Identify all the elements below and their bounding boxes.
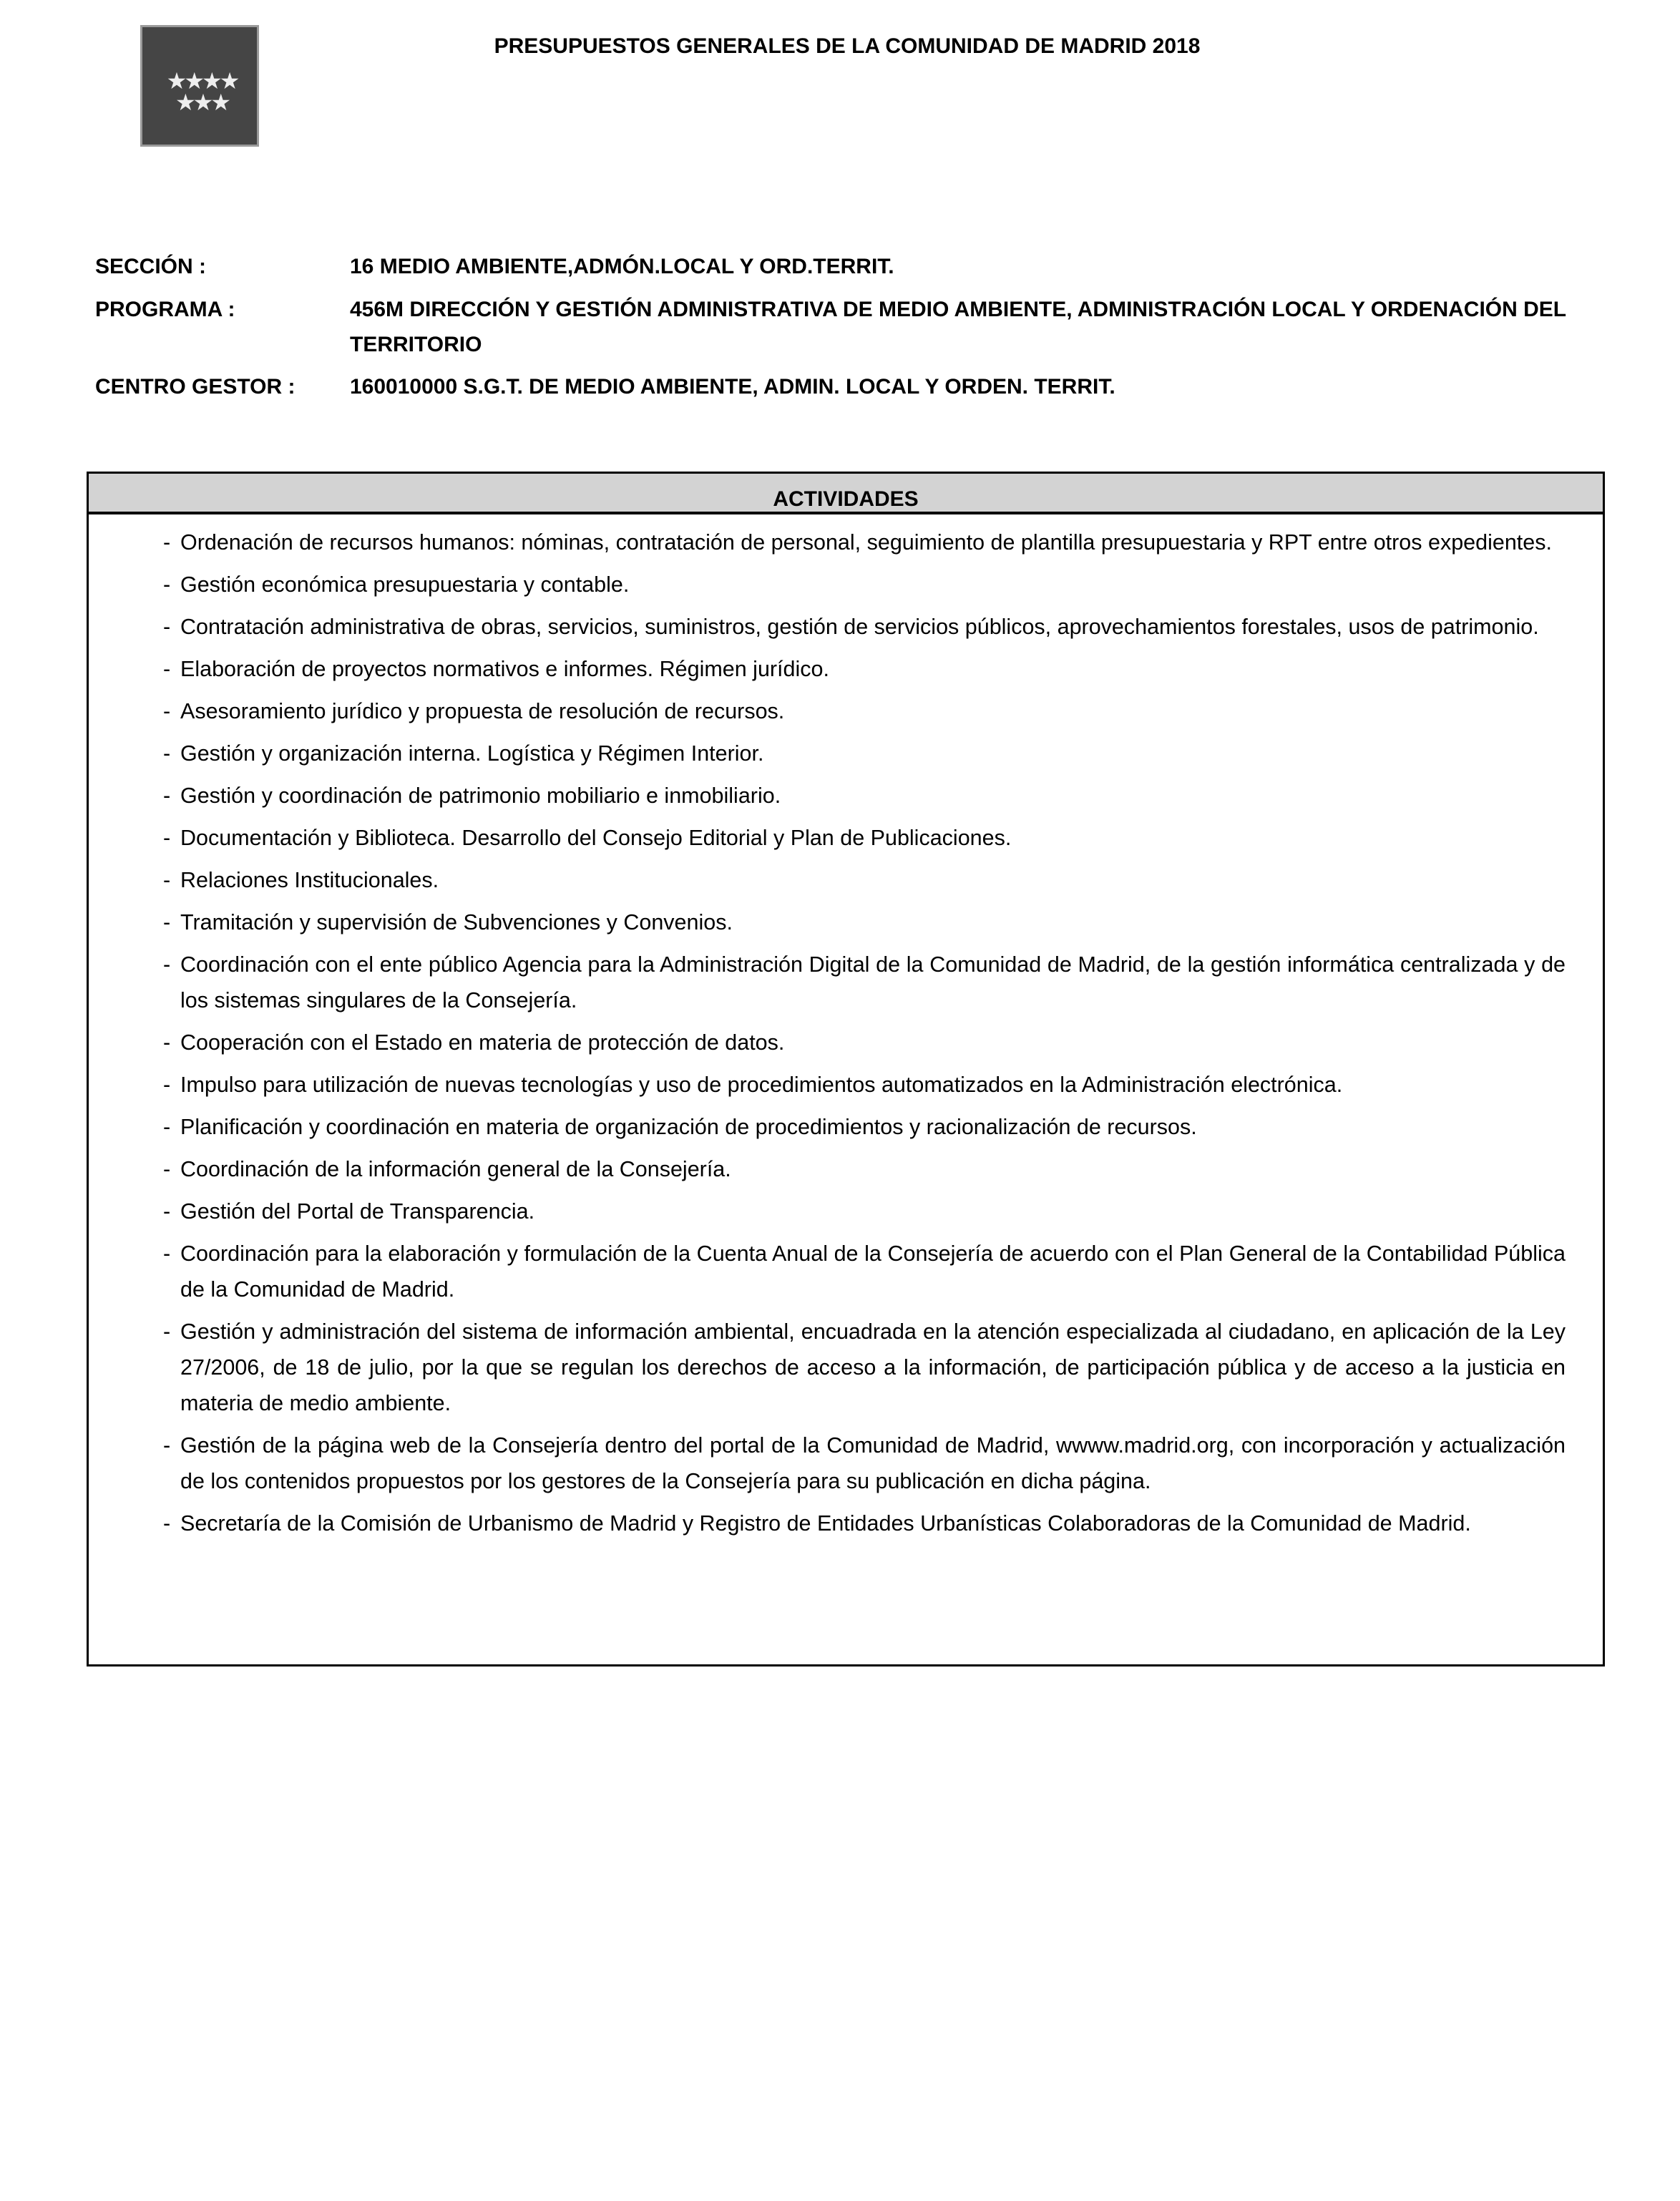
activity-text: Tramitación y supervisión de Subvenciones y Convenios. — [180, 910, 733, 934]
activity-item — [163, 609, 1566, 645]
bullet-dash: - — [163, 868, 171, 892]
activity-text: Planificación y coordinación en materia de organización de procedimientos y racionalización de recursos. — [180, 1115, 1197, 1139]
activity-text: Gestión de la página web de la Consejería dentro del portal de la Comunidad de Madrid, wwww.madrid.org, con incorporación y actualización de los contenidos propuestos por los gestores de la Consejería para su publicación en dicha página. — [180, 1433, 1566, 1493]
activity-item — [163, 820, 1566, 856]
activity-text: Gestión del Portal de Transparencia. — [180, 1199, 535, 1224]
stars-icon: ★★★★ ★★★ — [166, 68, 238, 115]
bullet-dash: - — [163, 572, 171, 597]
activity-text: Asesoramiento jurídico y propuesta de resolución de recursos. — [180, 699, 785, 723]
programa-label: PROGRAMA : — [95, 298, 235, 321]
activity-item — [163, 1151, 1566, 1187]
activity-item — [163, 567, 1566, 602]
activity-text: Gestión económica presupuestaria y contable. — [180, 572, 630, 597]
activity-text: Gestión y administración del sistema de información ambiental, encuadrada en la atención especializada al ciudadano, en aplicación de la Ley 27/2006, de 18 de julio, por la que se regulan los derechos de acceso a la información, de participación pública y de acceso a la justicia en materia de medio ambiente. — [180, 1319, 1566, 1415]
bullet-dash: - — [163, 1073, 171, 1097]
page-title: PRESUPUESTOS GENERALES DE LA COMUNIDAD DE MADRID 2018 — [494, 34, 1201, 58]
activity-item — [163, 862, 1566, 898]
activity-item — [163, 736, 1566, 771]
bullet-dash: - — [163, 826, 171, 850]
bullet-dash: - — [163, 1511, 171, 1536]
bullet-dash: - — [163, 657, 171, 681]
activities-heading: ACTIVIDADES — [89, 474, 1603, 514]
centro-gestor-value: 160010000 S.G.T. DE MEDIO AMBIENTE, ADMIN. LOCAL Y ORDEN. TERRIT. — [350, 375, 1115, 399]
bullet-dash: - — [163, 1157, 171, 1181]
activity-item — [163, 1428, 1566, 1499]
bullet-dash: - — [163, 699, 171, 723]
activity-text: Coordinación para la elaboración y formulación de la Cuenta Anual de la Consejería de acuerdo con el Plan General de la Contabilidad Pública de la Comunidad de Madrid. — [180, 1241, 1566, 1302]
activity-text: Gestión y organización interna. Logística y Régimen Interior. — [180, 741, 764, 766]
activity-item — [163, 693, 1566, 729]
bullet-dash: - — [163, 741, 171, 766]
activity-item — [163, 1314, 1566, 1421]
seccion-label: SECCIÓN : — [95, 255, 207, 278]
activity-text: Elaboración de proyectos normativos e informes. Régimen jurídico. — [180, 657, 829, 681]
activity-item — [163, 904, 1566, 940]
activity-text: Impulso para utilización de nuevas tecnologías y uso de procedimientos automatizados en la Administración electrónica. — [180, 1073, 1343, 1097]
activity-text: Secretaría de la Comisión de Urbanismo de Madrid y Registro de Entidades Urbanísticas Colaboradoras de la Comunidad de Madrid. — [180, 1511, 1471, 1536]
activity-text: Cooperación con el Estado en materia de protección de datos. — [180, 1030, 785, 1055]
activity-item — [163, 1505, 1566, 1541]
activity-item — [163, 524, 1566, 560]
bullet-dash: - — [163, 952, 171, 977]
activity-item — [163, 1194, 1566, 1229]
bullet-dash: - — [163, 1433, 171, 1458]
bullet-dash: - — [163, 910, 171, 934]
activity-item — [163, 947, 1566, 1018]
activity-text: Coordinación con el ente público Agencia para la Administración Digital de la Comunidad de Madrid, de la gestión informática centralizada y de los sistemas singulares de la Consejería. — [180, 952, 1566, 1012]
bullet-dash: - — [163, 1115, 171, 1139]
activity-text: Coordinación de la información general de la Consejería. — [180, 1157, 731, 1181]
activity-text: Documentación y Biblioteca. Desarrollo del Consejo Editorial y Plan de Publicaciones. — [180, 826, 1012, 850]
activity-text: Ordenación de recursos humanos: nóminas, contratación de personal, seguimiento de plantilla presupuestaria y RPT entre otros expedientes. — [180, 530, 1552, 555]
bullet-dash: - — [163, 530, 171, 555]
activity-item — [163, 1067, 1566, 1103]
bullet-dash: - — [163, 1030, 171, 1055]
activity-text: Gestión y coordinación de patrimonio mobiliario e inmobiliario. — [180, 784, 781, 808]
bullet-dash: - — [163, 1319, 171, 1344]
activity-item — [163, 778, 1566, 814]
activity-item — [163, 1236, 1566, 1307]
bullet-dash: - — [163, 1241, 171, 1266]
activity-item — [163, 651, 1566, 687]
activities-list — [89, 514, 1603, 1541]
activity-item — [163, 1109, 1566, 1145]
bullet-dash: - — [163, 784, 171, 808]
activities-box — [87, 472, 1605, 1666]
bullet-dash: - — [163, 615, 171, 639]
centro-gestor-label: CENTRO GESTOR : — [95, 375, 296, 399]
activity-item — [163, 1025, 1566, 1060]
seccion-value: 16 MEDIO AMBIENTE,ADMÓN.LOCAL Y ORD.TERRIT. — [350, 255, 894, 278]
activity-text: Contratación administrativa de obras, servicios, suministros, gestión de servicios públicos, aprovechamientos forestales, usos de patrimonio. — [180, 615, 1539, 639]
programa-value: 456M DIRECCIÓN Y GESTIÓN ADMINISTRATIVA DE MEDIO AMBIENTE, ADMINISTRACIÓN LOCAL Y ORDENACIÓN DEL TERRITORIO — [350, 298, 1566, 356]
activity-text: Relaciones Institucionales. — [180, 868, 439, 892]
bullet-dash: - — [163, 1199, 171, 1224]
